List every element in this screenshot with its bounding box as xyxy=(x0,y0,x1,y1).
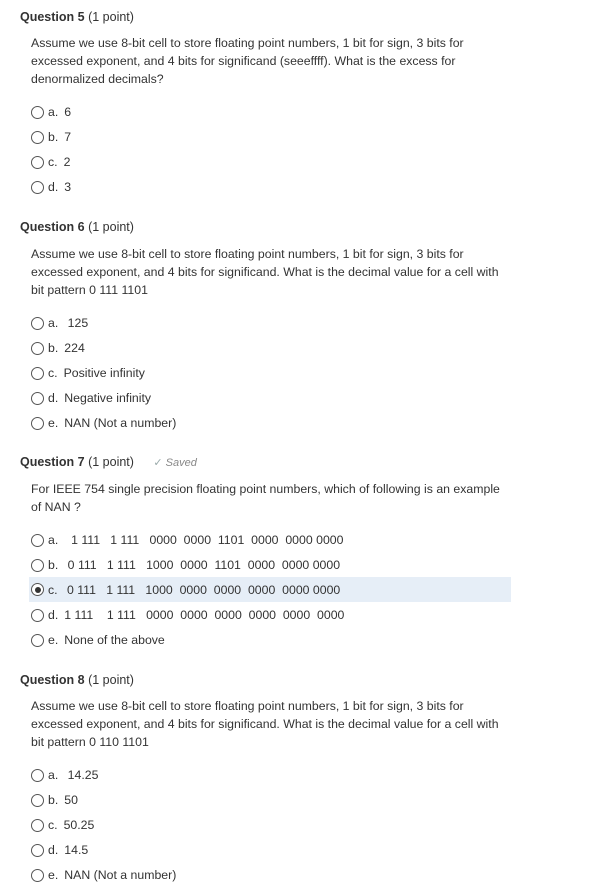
option-d[interactable]: d. 1 111 1 111 0000 0000 0000 0000 0000 0000 xyxy=(31,604,513,626)
question-text: Assume we use 8-bit cell to store floating point numbers, 1 bit for sign, 3 bits for excessed exponent, and 4 bits for significand (seeeffff). What is the excess for denormalized decimals? xyxy=(31,36,464,86)
option-e[interactable]: e. NAN (Not a number) xyxy=(31,864,513,886)
radio-icon[interactable] xyxy=(31,819,44,832)
radio-icon[interactable] xyxy=(31,317,44,330)
radio-icon[interactable] xyxy=(31,534,44,547)
option-b[interactable]: b. 50 xyxy=(31,789,513,811)
option-label: 1 111 1 111 0000 0000 1101 0000 0000 0000 xyxy=(64,533,344,547)
option-label: 1 111 1 111 0000 0000 0000 0000 0000 0000 xyxy=(64,608,345,622)
question-number: Question 8 xyxy=(20,673,85,687)
radio-icon[interactable] xyxy=(31,869,44,882)
radio-icon[interactable] xyxy=(31,367,44,380)
option-label: 14.25 xyxy=(64,768,99,782)
radio-checked-icon[interactable] xyxy=(31,583,44,596)
question-header xyxy=(20,455,197,469)
option-label: NAN (Not a number) xyxy=(64,868,177,882)
question-points: (1 point) xyxy=(88,673,134,687)
radio-icon[interactable] xyxy=(31,131,44,144)
question-text: Assume we use 8-bit cell to store floating point numbers, 1 bit for sign, 3 bits for excessed exponent, and 4 bits for significand. What is the decimal value for a cell with bit pattern 0 110 1101 xyxy=(31,699,499,749)
option-label: 0 111 1 111 1000 0000 0000 0000 0000 0000 xyxy=(63,582,341,597)
radio-icon[interactable] xyxy=(31,794,44,807)
option-label: 3 xyxy=(64,180,72,194)
option-c-selected[interactable]: c. 0 111 1 111 1000 0000 0000 0000 0000 0000 xyxy=(29,577,511,602)
option-d[interactable]: d. Negative infinity xyxy=(31,387,513,409)
option-a[interactable]: a. 6 xyxy=(31,101,513,123)
radio-icon[interactable] xyxy=(31,156,44,169)
option-c[interactable]: c. 50.25 xyxy=(31,814,513,836)
option-d[interactable]: d. 14.5 xyxy=(31,839,513,861)
option-label: 125 xyxy=(64,316,89,330)
option-label: Negative infinity xyxy=(64,391,152,405)
option-e[interactable]: e. NAN (Not a number) xyxy=(31,412,513,434)
question-number: Question 5 xyxy=(20,10,85,24)
option-a[interactable]: a. 14.25 xyxy=(31,764,513,786)
option-label: 7 xyxy=(64,130,72,144)
radio-icon[interactable] xyxy=(31,559,44,572)
option-label: 14.5 xyxy=(64,843,89,857)
question-header xyxy=(20,673,134,687)
check-icon: ✓ xyxy=(153,457,163,469)
option-label: 2 xyxy=(63,155,71,169)
option-label: 50 xyxy=(64,793,78,807)
question-text: For IEEE 754 single precision floating point numbers, which of following is an example of NAN ? xyxy=(31,482,500,514)
option-label: Positive infinity xyxy=(63,366,145,380)
option-c[interactable]: c. Positive infinity xyxy=(31,362,513,384)
radio-icon[interactable] xyxy=(31,609,44,622)
question-number: Question 7 xyxy=(20,455,85,469)
option-b[interactable]: b. 0 111 1 111 1000 0000 1101 0000 0000 0000 xyxy=(31,554,513,576)
option-b[interactable]: b. 7 xyxy=(31,126,513,148)
question-points: (1 point) xyxy=(88,10,134,24)
radio-icon[interactable] xyxy=(31,106,44,119)
option-label: 50.25 xyxy=(63,818,95,832)
radio-icon[interactable] xyxy=(31,392,44,405)
question-points: (1 point) xyxy=(88,220,134,234)
option-a[interactable]: a. 125 xyxy=(31,312,513,334)
option-a[interactable]: a. 1 111 1 111 0000 0000 1101 0000 0000 0000 xyxy=(31,529,513,551)
radio-icon[interactable] xyxy=(31,769,44,782)
option-label: 6 xyxy=(64,105,72,119)
option-label: 0 111 1 111 1000 0000 1101 0000 0000 0000 xyxy=(64,558,341,572)
option-e[interactable]: e. None of the above xyxy=(31,629,513,651)
radio-icon[interactable] xyxy=(31,634,44,647)
option-label: None of the above xyxy=(64,633,165,647)
radio-icon[interactable] xyxy=(31,181,44,194)
question-header xyxy=(20,10,134,24)
radio-icon[interactable] xyxy=(31,844,44,857)
option-d[interactable]: d. 3 xyxy=(31,176,513,198)
saved-status: ✓ Saved xyxy=(153,457,197,469)
option-b[interactable]: b. 224 xyxy=(31,337,513,359)
option-label: 224 xyxy=(64,341,85,355)
option-c[interactable]: c. 2 xyxy=(31,151,513,173)
question-points: (1 point) xyxy=(88,455,134,469)
radio-icon[interactable] xyxy=(31,417,44,430)
question-number: Question 6 xyxy=(20,220,85,234)
radio-icon[interactable] xyxy=(31,342,44,355)
option-label: NAN (Not a number) xyxy=(64,416,177,430)
question-text: Assume we use 8-bit cell to store floating point numbers, 1 bit for sign, 3 bits for excessed exponent, and 4 bits for significand. What is the decimal value for a cell with bit pattern 0 111 1101 xyxy=(31,247,499,297)
question-header xyxy=(20,220,134,234)
